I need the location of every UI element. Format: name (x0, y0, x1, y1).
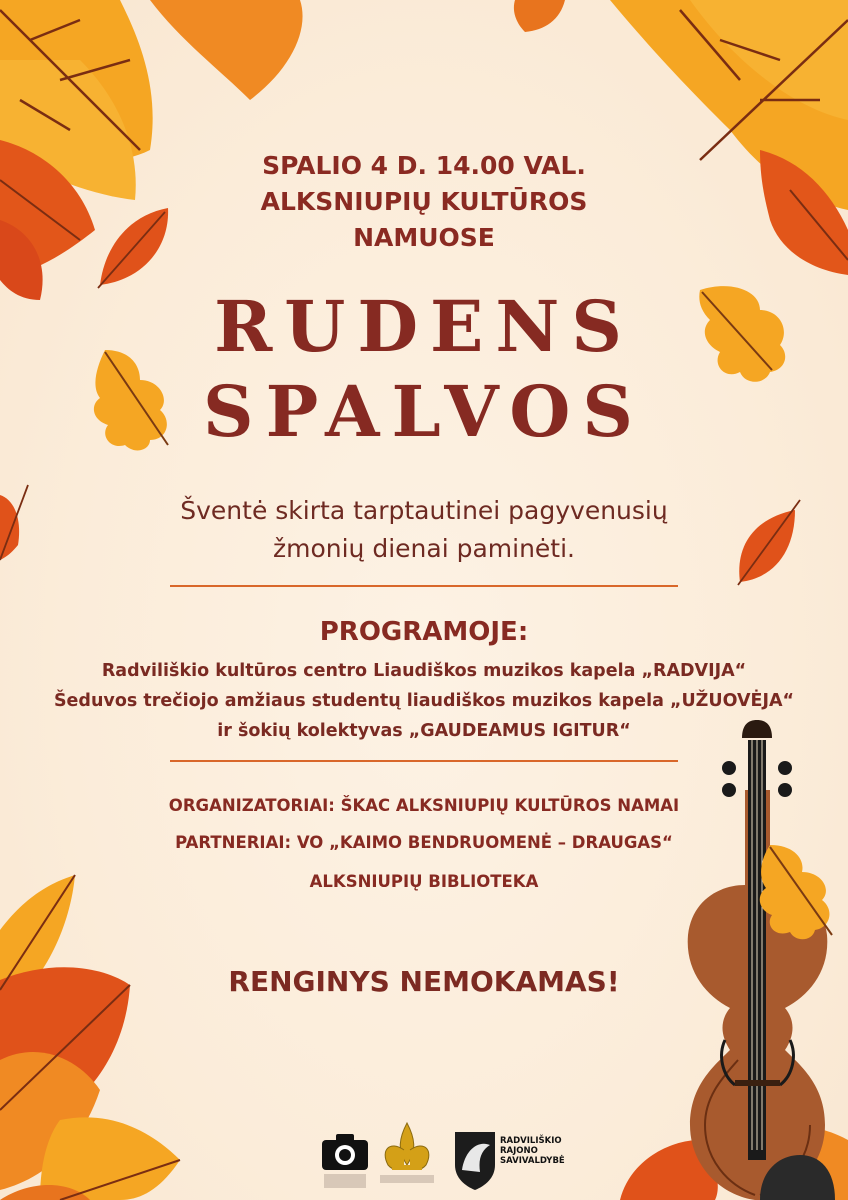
program-item: ir šokių kolektyvas „GAUDEAMUS IGITUR“ (217, 721, 631, 741)
partners-line: PARTNERIAI: VO „KAIMO BENDRUOMENĖ – DRAUGAS“ (175, 833, 673, 852)
municipality-logo-text: RADVILIŠKIO RAJONO SAVIVALDYBĖ (500, 1136, 565, 1166)
program-item: Radviliškio kultūros centro Liaudiškos muzikos kapela „RADVIJA“ (101, 661, 747, 681)
event-time-place (0, 148, 848, 256)
divider-bottom (170, 760, 678, 762)
free-entry-note: RENGINYS NEMOKAMAS! (228, 965, 620, 998)
program-list (0, 656, 848, 746)
library-line: ALKSNIUPIŲ BIBLIOTEKA (309, 872, 539, 891)
program-item: Šeduvos trečiojo amžiaus studentų liaudiškos muzikos kapela „UŽUOVĖJA“ (53, 691, 795, 711)
municipality-coat-of-arms-icon (455, 1132, 495, 1190)
oak-leaf-violin-icon (760, 845, 832, 939)
camera-logo-icon (322, 1134, 368, 1188)
fleur-de-lis-logo-icon (380, 1123, 434, 1183)
event-venue-line2: NAMUOSE (353, 223, 495, 252)
description-line2: žmonių dienai paminėti. (272, 534, 575, 563)
organizers-line: ORGANIZATORIAI: ŠKAC ALKSNIUPIŲ KULTŪROS NAMAI (168, 796, 680, 815)
title-line2: SPALVOS (203, 370, 645, 453)
event-date-time: SPALIO 4 D. 14.00 VAL. (262, 151, 586, 180)
description-line1: Šventė skirta tarptautinei pagyvenusių (180, 496, 668, 525)
violin-icon (688, 720, 835, 1200)
leaf-cluster-bottom-left-icon (0, 875, 180, 1200)
title-line1: RUDENS (214, 285, 634, 368)
program-heading: PROGRAMOJE: (319, 617, 529, 647)
event-description (0, 492, 848, 568)
divider-top (170, 585, 678, 587)
event-venue-line1: ALKSNIUPIŲ KULTŪROS (260, 187, 588, 216)
